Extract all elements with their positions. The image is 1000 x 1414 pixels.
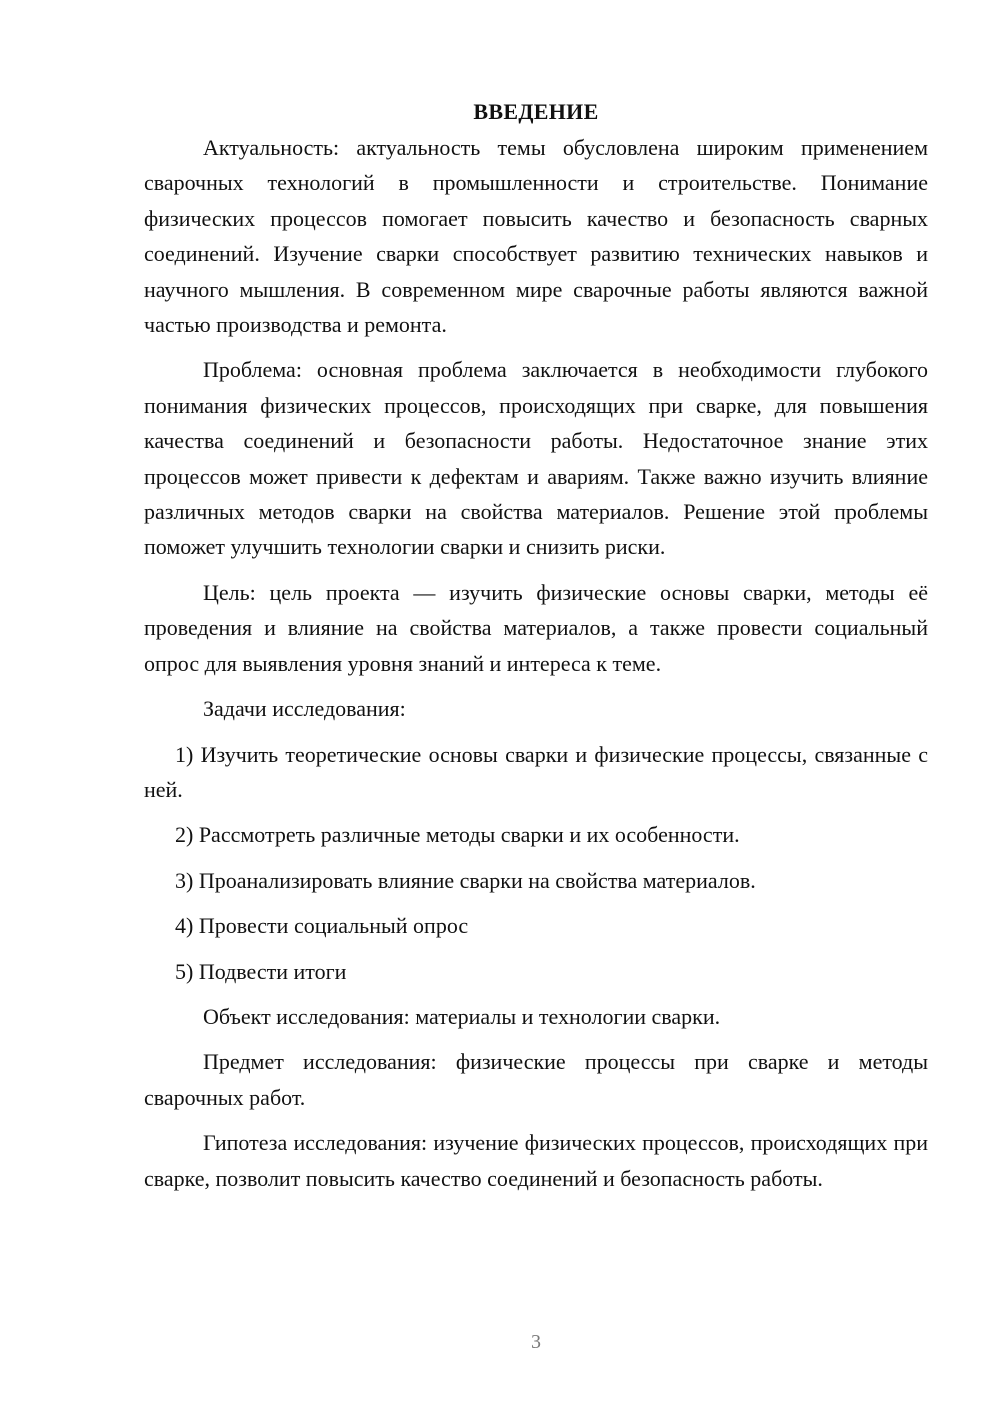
page-title: ВВЕДЕНИЕ <box>473 99 599 124</box>
paragraph-goal: Цель: цель проекта — изучить физические основы сварки, методы её проведения и влияние на свойства материалов, а также провести социальный опрос для выявления уровня знаний и интереса к теме. <box>144 579 928 676</box>
page-number: 3 <box>531 1331 541 1353</box>
list-item: 1) Изучить теоретические основы сварки и физические процессы, связанные с ней. <box>144 741 928 802</box>
paragraph-relevance: Актуальность: актуальность темы обусловлена широким применением сварочных технологий в промышленности и строительстве. Понимание физических процессов помогает повысить качество и безопасность сварных соединений. Изучение сварки способствует развитию технических навыков и научного мышления. В современном мире сварочные работы являются важной частью производства и ремонта. <box>144 135 928 338</box>
paragraph-hypothesis: Гипотеза исследования: изучение физических процессов, происходящих при сварке, позволит повысить качество соединений и безопасность работы. <box>144 1130 928 1191</box>
paragraph-problem: Проблема: основная проблема заключается в необходимости глубокого понимания физических процессов, происходящих при сварке, для повышения качества соединений и безопасности работы. Недостаточное знание этих процессов может привести к дефектам и авариям. Также важно изучить влияние различных методов сварки на свойства материалов. Решение этой проблемы поможет улучшить технологии сварки и снизить риски. <box>144 357 928 560</box>
list-item: 4) Провести социальный опрос <box>175 913 469 939</box>
tasks-list <box>144 737 928 989</box>
paragraph-object: Объект исследования: материалы и технологии сварки. <box>203 1003 721 1029</box>
list-item: 3) Проанализировать влияние сварки на свойства материалов. <box>175 867 756 893</box>
paragraph-subject: Предмет исследования: физические процессы при сварке и методы сварочных работ. <box>144 1049 928 1110</box>
list-item: 2) Рассмотреть различные методы сварки и их особенности. <box>175 822 740 848</box>
tasks-heading: Задачи исследования: <box>203 696 406 722</box>
document-page <box>144 94 928 1206</box>
list-item: 5) Подвести итоги <box>175 958 347 984</box>
